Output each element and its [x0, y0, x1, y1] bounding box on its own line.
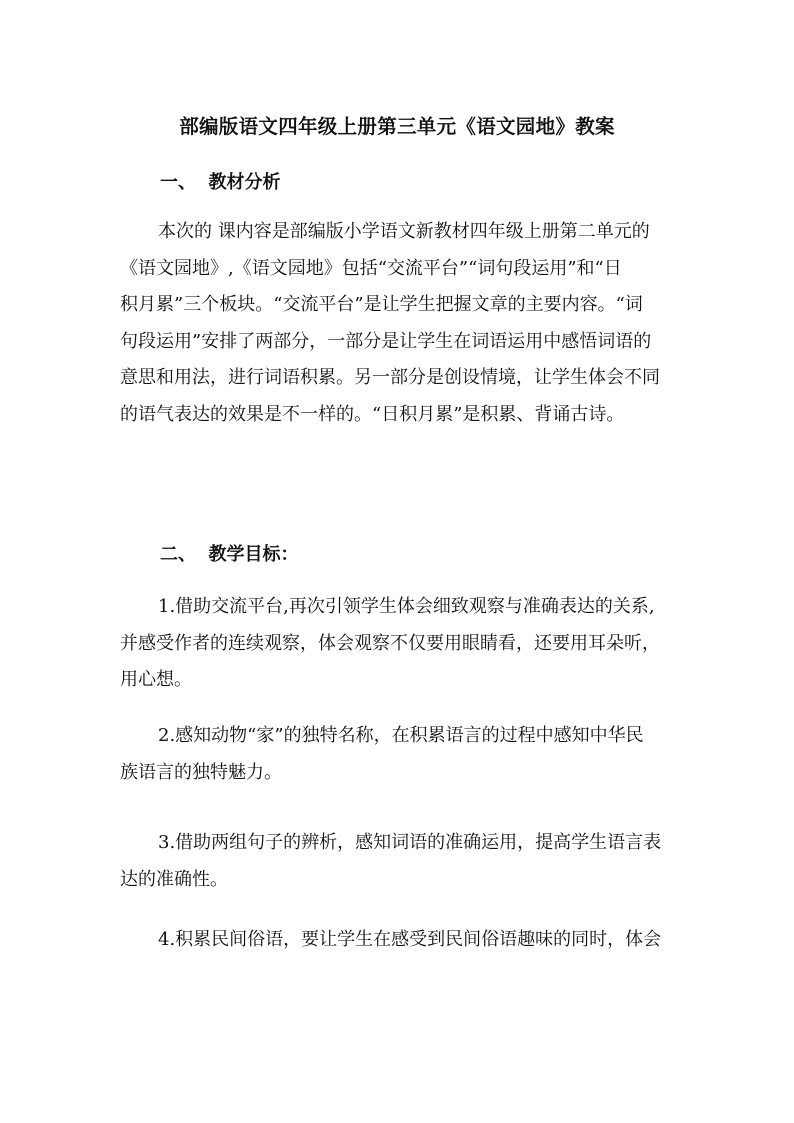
goal-item-3 [120, 825, 688, 898]
paragraph-line: 用心想。 [120, 669, 192, 690]
paragraph-line: 意思和用法，进行词语积累。另一部分是创设情境，让学生体会不同 [120, 367, 660, 388]
section-heading-teaching-goals: 二、 教学目标： [160, 544, 299, 565]
paragraph-line: 3.借助两组句子的辨析，感知词语的准确运用，提高学生语言表 [158, 832, 662, 853]
document-title: 部编版语文四年级上册第三单元《语文园地》教案 [179, 115, 615, 138]
paragraph-line: 并感受作者的连续观察，体会观察不仅要用眼睛看，还要用耳朵听， [120, 632, 660, 654]
goal-item-4 [120, 922, 688, 959]
paragraph-line: 族语言的独特魅力。 [120, 761, 282, 783]
paragraph-line: 2.感知动物“家”的独特名称，在积累语言的过程中感知中华民 [158, 725, 644, 746]
goal-item-2 [120, 718, 688, 791]
paragraph-line: 《语文园地》,《语文园地》包括“交流平台”“词句段运用”和“日 [120, 257, 622, 279]
goal-item-1 [120, 589, 688, 699]
paragraph-line: 达的准确性。 [120, 868, 228, 890]
paragraph-line: 句段运用”安排了两部分，一部分是让学生在词语运用中感悟词语的 [120, 330, 652, 352]
paragraph-line: 1.借助交流平台,再次引领学生体会细致观察与准确表达的关系, [158, 596, 655, 617]
paragraph-line: 4.积累民间俗语，要让学生在感受到民间俗语趣味的同时，体会 [158, 929, 662, 950]
paragraph-textbook-analysis [120, 214, 688, 433]
section-heading-textbook-analysis: 一、 教材分析 [160, 172, 281, 193]
paragraph-line: 积月累”三个板块。“交流平台”是让学生把握文章的主要内容。“词 [120, 294, 643, 315]
paragraph-line: 本次的 课内容是部编版小学语文新教材四年级上册第二单元的 [158, 221, 650, 242]
paragraph-line: 的语气表达的效果是不一样的。“日积月累”是积累、背诵古诗。 [120, 403, 625, 425]
